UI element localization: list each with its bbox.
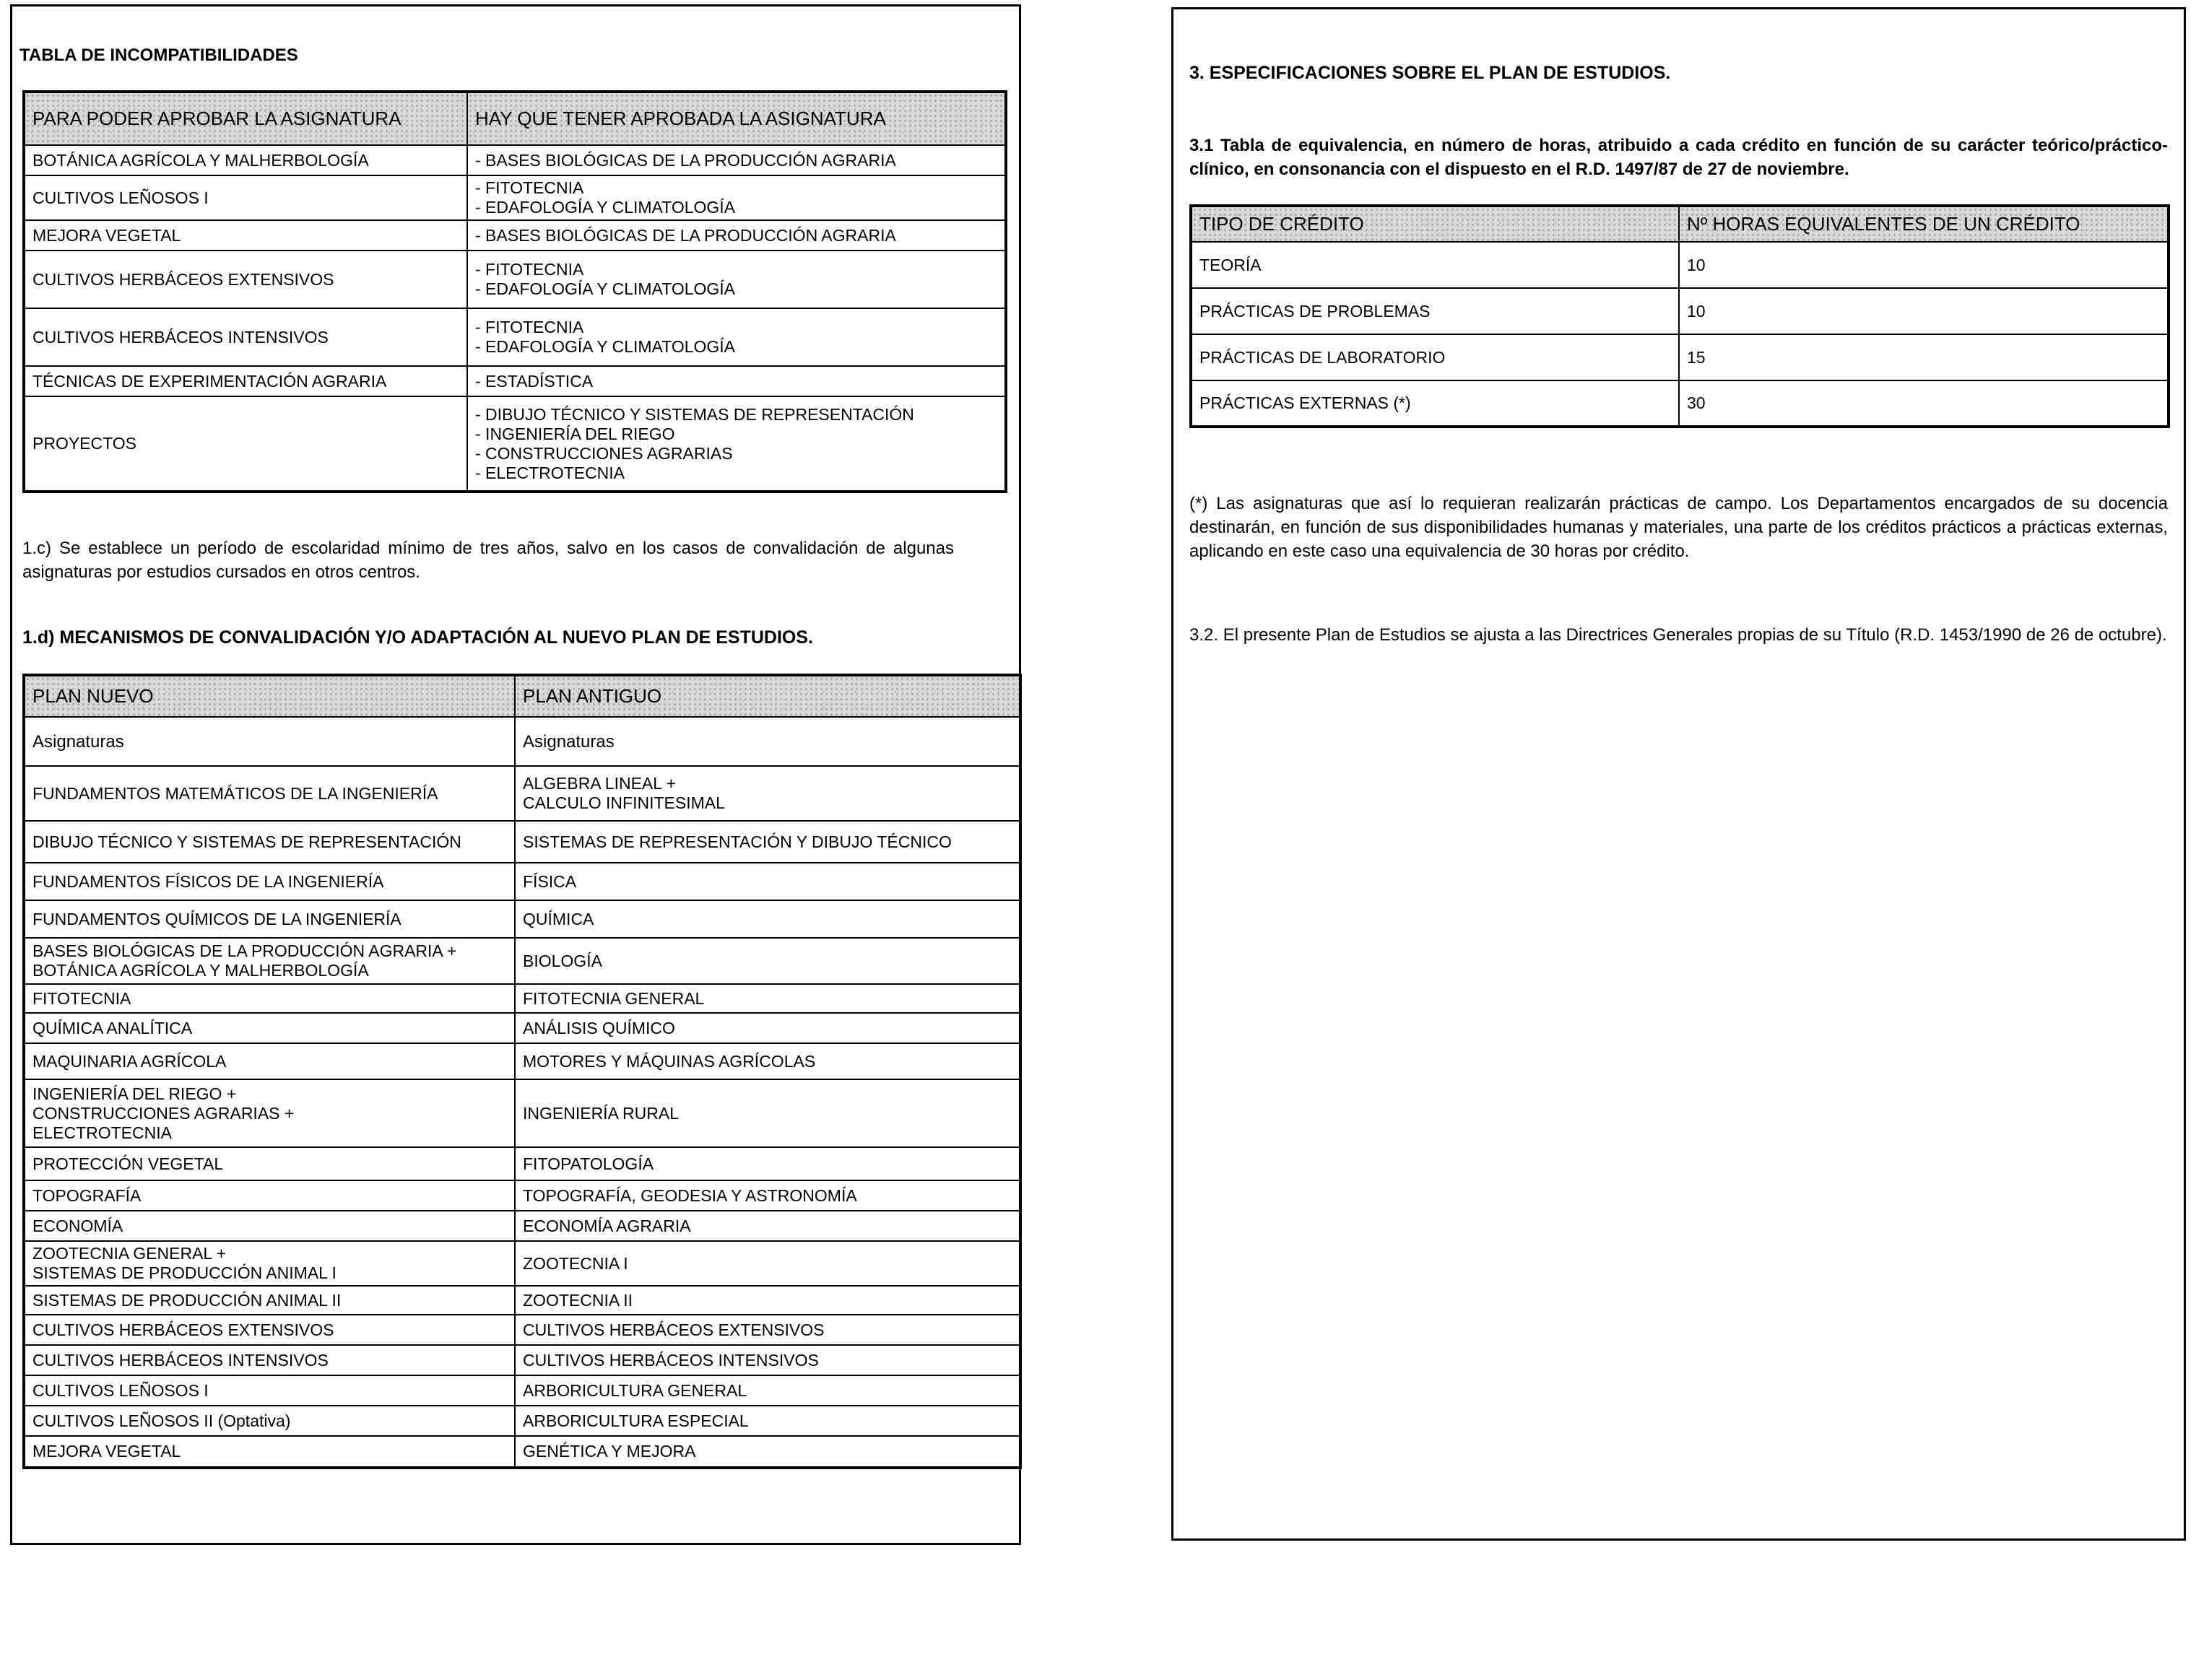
- conval-subheader-antiguo: Asignaturas: [515, 717, 1020, 766]
- table-row: [24, 1436, 1020, 1468]
- table-row: [1191, 242, 2169, 288]
- conval-nuevo-cell: CULTIVOS LEÑOSOS I: [24, 1375, 515, 1406]
- incompat-requires-cell: - BASES BIOLÓGICAS DE LA PRODUCCIÓN AGRARIA: [467, 145, 1006, 175]
- incompat-body: [24, 145, 1006, 492]
- credit-type-cell: PRÁCTICAS EXTERNAS (*): [1191, 380, 1679, 427]
- credit-type-cell: PRÁCTICAS DE LABORATORIO: [1191, 334, 1679, 380]
- incompat-requires-cell: - DIBUJO TÉCNICO Y SISTEMAS DE REPRESENTACIÓN - INGENIERÍA DEL RIEGO - CONSTRUCCIONES AGRARIAS - ELECTROTECNIA: [467, 396, 1006, 492]
- conval-antiguo-cell: ARBORICULTURA GENERAL: [515, 1375, 1020, 1406]
- credit-table: [1189, 204, 2170, 428]
- conval-header-antiguo: PLAN ANTIGUO: [515, 675, 1020, 717]
- credit-hours-cell: 10: [1679, 288, 2169, 334]
- conval-nuevo-cell: ECONOMÍA: [24, 1211, 515, 1241]
- conval-nuevo-cell: MAQUINARIA AGRÍCOLA: [24, 1043, 515, 1079]
- incompatibilities-table: [22, 90, 1007, 493]
- conval-nuevo-cell: MEJORA VEGETAL: [24, 1436, 515, 1468]
- table-row: [24, 1375, 1020, 1406]
- table-row: [24, 1147, 1020, 1180]
- table-row: [24, 900, 1020, 938]
- conval-nuevo-cell: BASES BIOLÓGICAS DE LA PRODUCCIÓN AGRARIA + BOTÁNICA AGRÍCOLA Y MALHERBOLOGÍA: [24, 938, 515, 984]
- conval-nuevo-cell: FUNDAMENTOS FÍSICOS DE LA INGENIERÍA: [24, 863, 515, 900]
- credit-header-type: TIPO DE CRÉDITO: [1191, 206, 1679, 242]
- table-row: [24, 1286, 1020, 1315]
- conval-antiguo-cell: ECONOMÍA AGRARIA: [515, 1211, 1020, 1241]
- right-page: [1171, 7, 2186, 1541]
- footnote: (*) Las asignaturas que así lo requieran realizarán prácticas de campo. Los Departamentos encargados de su docencia destinarán, en función de sus disponibilidades humanas y materiales, una parte de los créditos prácticos a prácticas externas, aplicando en este caso una equivalencia de 30 horas por crédito.: [1189, 494, 2168, 561]
- credit-hours-cell: 30: [1679, 380, 2169, 427]
- conval-antiguo-cell: CULTIVOS HERBÁCEOS INTENSIVOS: [515, 1345, 1020, 1375]
- incompat-subject-cell: CULTIVOS HERBÁCEOS EXTENSIVOS: [24, 251, 467, 308]
- incompat-subject-cell: TÉCNICAS DE EXPERIMENTACIÓN AGRARIA: [24, 366, 467, 396]
- table-row: [1191, 288, 2169, 334]
- table-row: [24, 821, 1020, 863]
- conval-antiguo-cell: INGENIERÍA RURAL: [515, 1079, 1020, 1147]
- table-row: [24, 220, 1006, 251]
- table-row: [24, 1013, 1020, 1043]
- table-row: [24, 308, 1006, 366]
- credit-hours-cell: 15: [1679, 334, 2169, 380]
- table-row: [24, 251, 1006, 308]
- credit-hours-cell: 10: [1679, 242, 2169, 288]
- conval-antiguo-cell: CULTIVOS HERBÁCEOS EXTENSIVOS: [515, 1315, 1020, 1345]
- conval-antiguo-cell: ARBORICULTURA ESPECIAL: [515, 1406, 1020, 1436]
- table-row: [24, 1079, 1020, 1147]
- conval-antiguo-cell: MOTORES Y MÁQUINAS AGRÍCOLAS: [515, 1043, 1020, 1079]
- conval-antiguo-cell: FÍSICA: [515, 863, 1020, 900]
- incompat-header-requires: HAY QUE TENER APROBADA LA ASIGNATURA: [467, 92, 1006, 145]
- conval-nuevo-cell: PROTECCIÓN VEGETAL: [24, 1147, 515, 1180]
- table-row: [24, 1211, 1020, 1241]
- paragraph-1c: 1.c) Se establece un período de escolaridad mínimo de tres años, salvo en los casos de convalidación de algunas asignaturas por estudios cursados en otros centros.: [22, 539, 954, 582]
- incompat-requires-cell: - FITOTECNIA - EDAFOLOGÍA Y CLIMATOLOGÍA: [467, 251, 1006, 308]
- heading-1d: 1.d) MECANISMOS DE CONVALIDACIÓN Y/O ADAPTACIÓN AL NUEVO PLAN DE ESTUDIOS.: [22, 627, 813, 648]
- table-row: [24, 1180, 1020, 1211]
- convalidation-table: [22, 674, 1022, 1469]
- incompat-subject-cell: CULTIVOS HERBÁCEOS INTENSIVOS: [24, 308, 467, 366]
- conval-antiguo-cell: ZOOTECNIA II: [515, 1286, 1020, 1315]
- conval-nuevo-cell: FUNDAMENTOS MATEMÁTICOS DE LA INGENIERÍA: [24, 766, 515, 821]
- credit-type-cell: TEORÍA: [1191, 242, 1679, 288]
- incompat-requires-cell: - FITOTECNIA - EDAFOLOGÍA Y CLIMATOLOGÍA: [467, 308, 1006, 366]
- table-row: [24, 766, 1020, 821]
- conval-nuevo-cell: ZOOTECNIA GENERAL + SISTEMAS DE PRODUCCIÓN ANIMAL I: [24, 1241, 515, 1286]
- conval-nuevo-cell: FITOTECNIA: [24, 984, 515, 1013]
- incompat-requires-cell: - ESTADÍSTICA: [467, 366, 1006, 396]
- table-row: [24, 1241, 1020, 1286]
- conval-header-nuevo: PLAN NUEVO: [24, 675, 515, 717]
- conval-nuevo-cell: DIBUJO TÉCNICO Y SISTEMAS DE REPRESENTACIÓN: [24, 821, 515, 863]
- table-row: [1191, 334, 2169, 380]
- conval-antiguo-cell: GENÉTICA Y MEJORA: [515, 1436, 1020, 1468]
- heading-3: 3. ESPECIFICACIONES SOBRE EL PLAN DE ESTUDIOS.: [1189, 63, 1671, 83]
- conval-antiguo-cell: FITOTECNIA GENERAL: [515, 984, 1020, 1013]
- incompatibilities-title: TABLA DE INCOMPATIBILIDADES: [19, 45, 298, 65]
- conval-nuevo-cell: FUNDAMENTOS QUÍMICOS DE LA INGENIERÍA: [24, 900, 515, 938]
- table-row: [24, 175, 1006, 220]
- paragraph-3-2: 3.2. El presente Plan de Estudios se ajusta a las Directrices Generales propias de su Título (R.D. 1453/1990 de 26 de octubre).: [1189, 625, 2167, 645]
- conval-subheader-nuevo: Asignaturas: [24, 717, 515, 766]
- conval-antiguo-cell: ZOOTECNIA I: [515, 1241, 1020, 1286]
- table-row: [24, 863, 1020, 900]
- table-row: [24, 1315, 1020, 1345]
- left-page: [10, 4, 1021, 1545]
- table-row: [24, 1406, 1020, 1436]
- conval-body: [24, 766, 1020, 1468]
- conval-nuevo-cell: CULTIVOS HERBÁCEOS INTENSIVOS: [24, 1345, 515, 1375]
- credit-header-hours: Nº HORAS EQUIVALENTES DE UN CRÉDITO: [1679, 206, 2169, 242]
- table-row: [24, 1043, 1020, 1079]
- conval-nuevo-cell: CULTIVOS HERBÁCEOS EXTENSIVOS: [24, 1315, 515, 1345]
- table-row: [24, 938, 1020, 984]
- table-row: [24, 396, 1006, 492]
- conval-antiguo-cell: FITOPATOLOGÍA: [515, 1147, 1020, 1180]
- conval-antiguo-cell: ANÁLISIS QUÍMICO: [515, 1013, 1020, 1043]
- incompat-requires-cell: - BASES BIOLÓGICAS DE LA PRODUCCIÓN AGRARIA: [467, 220, 1006, 251]
- incompat-subject-cell: CULTIVOS LEÑOSOS I: [24, 175, 467, 220]
- conval-antiguo-cell: BIOLOGÍA: [515, 938, 1020, 984]
- table-row: [24, 366, 1006, 396]
- incompat-subject-cell: PROYECTOS: [24, 396, 467, 492]
- conval-nuevo-cell: INGENIERÍA DEL RIEGO + CONSTRUCCIONES AGRARIAS + ELECTROTECNIA: [24, 1079, 515, 1147]
- table-row: [1191, 380, 2169, 427]
- conval-nuevo-cell: CULTIVOS LEÑOSOS II (Optativa): [24, 1406, 515, 1436]
- table-row: [24, 145, 1006, 175]
- conval-antiguo-cell: TOPOGRAFÍA, GEODESIA Y ASTRONOMÍA: [515, 1180, 1020, 1211]
- table-row: [24, 984, 1020, 1013]
- credit-type-cell: PRÁCTICAS DE PROBLEMAS: [1191, 288, 1679, 334]
- incompat-header-subject: PARA PODER APROBAR LA ASIGNATURA: [24, 92, 467, 145]
- conval-antiguo-cell: QUÍMICA: [515, 900, 1020, 938]
- conval-antiguo-cell: ALGEBRA LINEAL + CALCULO INFINITESIMAL: [515, 766, 1020, 821]
- incompat-subject-cell: MEJORA VEGETAL: [24, 220, 467, 251]
- table-row: [24, 1345, 1020, 1375]
- conval-nuevo-cell: QUÍMICA ANALÍTICA: [24, 1013, 515, 1043]
- conval-nuevo-cell: SISTEMAS DE PRODUCCIÓN ANIMAL II: [24, 1286, 515, 1315]
- conval-nuevo-cell: TOPOGRAFÍA: [24, 1180, 515, 1211]
- incompat-requires-cell: - FITOTECNIA - EDAFOLOGÍA Y CLIMATOLOGÍA: [467, 175, 1006, 220]
- credit-body: [1191, 242, 2169, 427]
- paragraph-3-1: 3.1 Tabla de equivalencia, en número de horas, atribuido a cada crédito en función de su carácter teórico/práctico-clínico, en consonancia con el dispuesto en el R.D. 1497/87 de 27 de noviembre.: [1189, 136, 2168, 179]
- incompat-subject-cell: BOTÁNICA AGRÍCOLA Y MALHERBOLOGÍA: [24, 145, 467, 175]
- conval-antiguo-cell: SISTEMAS DE REPRESENTACIÓN Y DIBUJO TÉCNICO: [515, 821, 1020, 863]
